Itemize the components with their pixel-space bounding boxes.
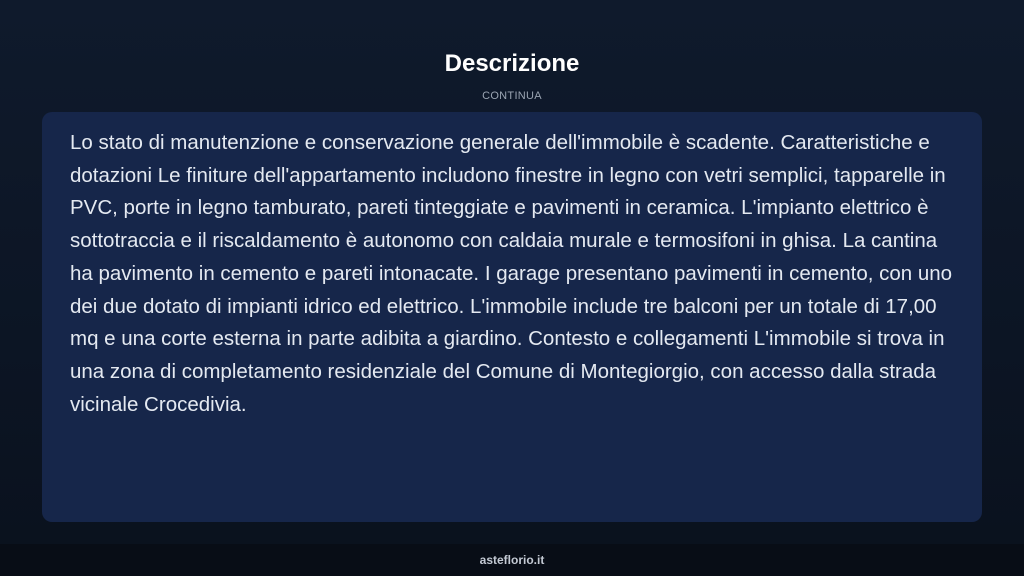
description-text: Lo stato di manutenzione e conservazione generale dell'immobile è scadente. Caratteristiche e dotazioni Le finiture dell'appartamento includono finestre in legno con vetri semplici, tapparelle in PVC, porte in legno tamburato, pareti tinteggiate e pavimenti in ceramica. L'impianto elettrico è sottotraccia e il riscaldamento è autonomo con caldaia murale e termosifoni in ghisa. La cantina ha pavimento in cemento e pareti intonacate. I garage presentano pavimenti in cemento, con uno dei due dotato di impianti idrico ed elettrico. L'immobile include tre balconi per un totale di 17,00 mq e una corte esterna in parte adibita a giardino. Contesto e collegamenti L'immobile si trova in una zona di completamento residenziale del Comune di Montegiorgio, con accesso dalla strada vicinale Crocedivia. [70,131,953,416]
page-title: Descrizione [444,50,580,77]
page-subtitle: CONTINUA [482,90,542,102]
footer-site-label: asteflorio.it [479,553,545,567]
description-card [42,112,982,522]
